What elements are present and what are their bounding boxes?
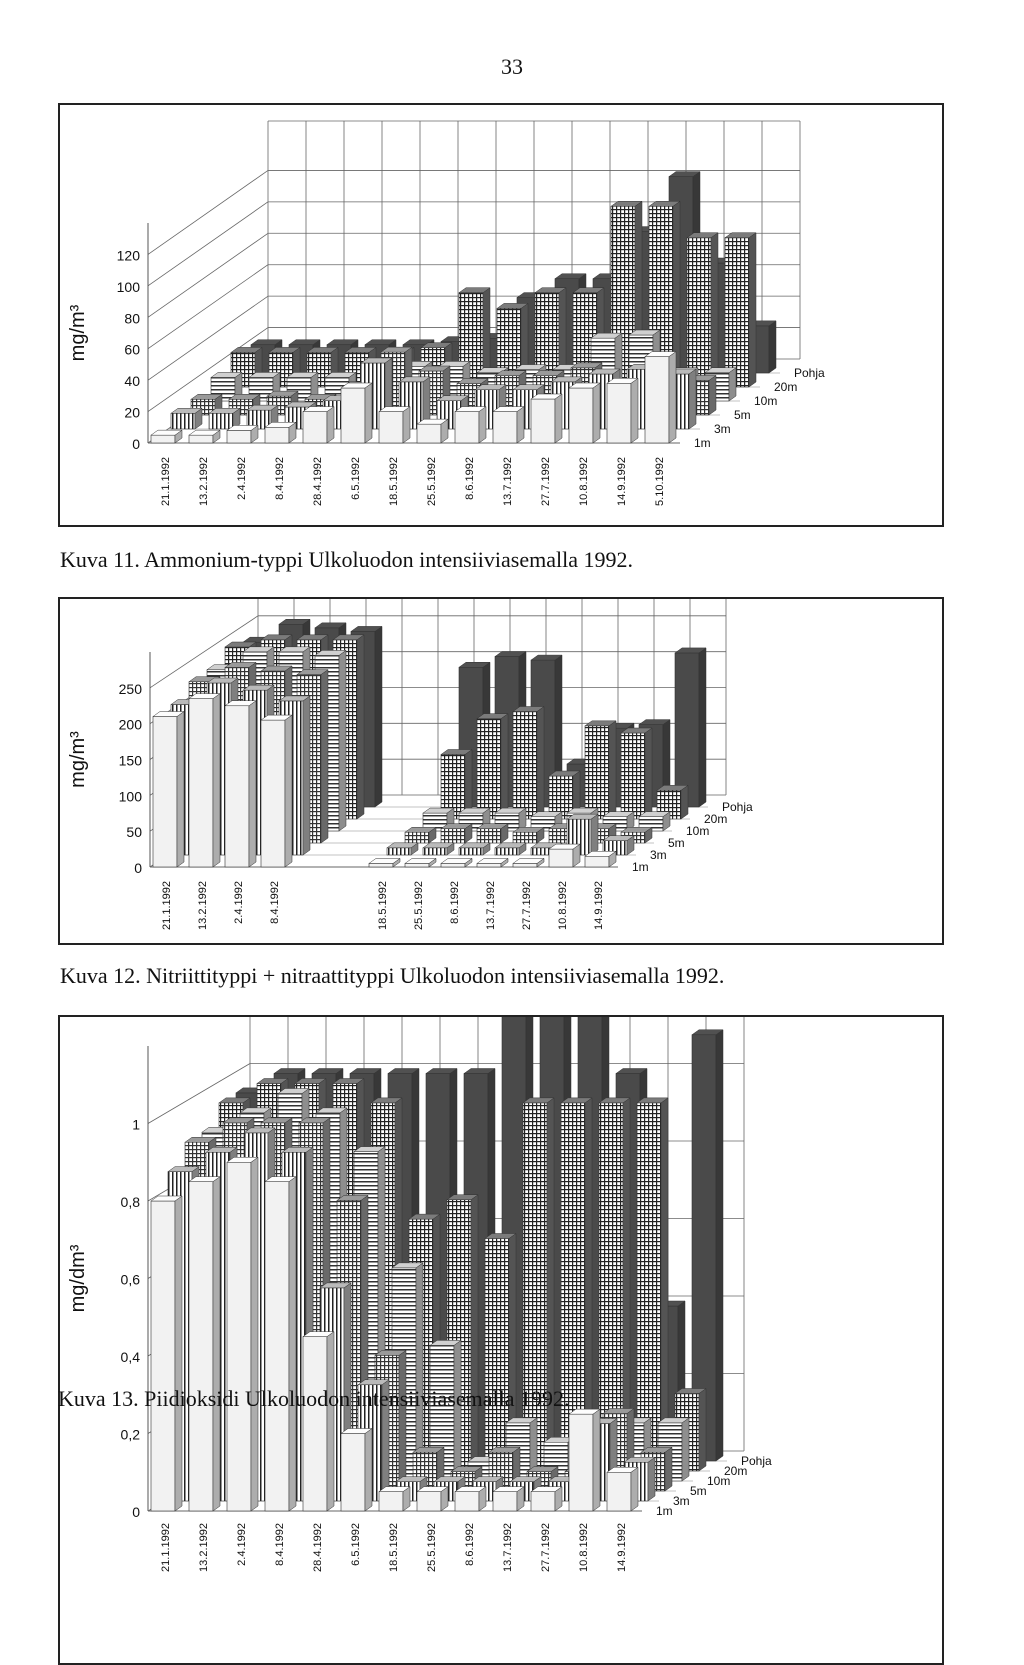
ammonium-chart xyxy=(60,105,942,525)
bars xyxy=(151,172,776,443)
x-tick-label: 6.5.1992 xyxy=(350,457,362,500)
bar-1m-5 xyxy=(341,1429,372,1512)
bar-front xyxy=(459,848,483,855)
depth-label-3m: 3m xyxy=(673,1494,690,1508)
y-tick-label: 100 xyxy=(118,788,142,805)
bar-1m-3 xyxy=(265,422,296,443)
bar-1m-1 xyxy=(189,1177,220,1511)
bar-1m-5 xyxy=(341,383,372,443)
bar-front xyxy=(493,412,517,443)
bar-side xyxy=(471,1195,478,1471)
x-tick-label: 13.7.1992 xyxy=(502,1523,514,1572)
bar-front xyxy=(209,413,233,429)
bar-5m-8 xyxy=(477,824,508,843)
bar-front xyxy=(485,1239,509,1472)
bar-side xyxy=(547,1098,554,1471)
bar-front xyxy=(523,1103,547,1471)
bar-1m-12 xyxy=(607,1467,638,1511)
bar-1m-7 xyxy=(417,1487,448,1511)
bar-Pohja-12 xyxy=(675,648,706,807)
bar-side xyxy=(648,1457,655,1501)
bar-front xyxy=(531,399,555,443)
bar-front xyxy=(303,412,327,443)
depth-label-Pohja: Pohja xyxy=(722,800,753,814)
bar-side xyxy=(709,375,716,415)
chart-frame-silica xyxy=(58,1015,944,1665)
bar-side xyxy=(661,1098,668,1471)
depth-label-10m: 10m xyxy=(707,1474,731,1488)
bar-side xyxy=(213,1177,220,1511)
page-number: 33 xyxy=(501,54,523,79)
x-tick-label: 10.8.1992 xyxy=(557,881,569,930)
bar-front xyxy=(441,829,465,843)
bar-20m-12 xyxy=(687,233,718,387)
bar-side xyxy=(749,233,756,387)
nitrate-chart xyxy=(60,599,942,943)
bar-1m-9 xyxy=(477,858,508,867)
depth-label-1m: 1m xyxy=(632,860,649,874)
x-tick-label: 14.9.1992 xyxy=(593,881,605,930)
bar-20m-11 xyxy=(637,1098,668,1471)
bar-1m-6 xyxy=(369,858,400,867)
bar-1m-10 xyxy=(531,394,562,443)
x-tick-label: 13.2.1992 xyxy=(197,881,209,930)
x-tick-label: 8.6.1992 xyxy=(449,881,461,924)
bar-front xyxy=(387,848,411,855)
x-tick-label: 13.2.1992 xyxy=(198,1523,210,1572)
bar-1m-11 xyxy=(569,1409,600,1511)
x-tick-label: 18.5.1992 xyxy=(388,1523,400,1572)
silica-chart xyxy=(60,1017,942,1663)
bar-front xyxy=(303,1337,327,1511)
bar-20m-11 xyxy=(621,728,652,819)
bar-front xyxy=(417,1492,441,1511)
bar-side xyxy=(645,728,652,819)
y-tick-label: 20 xyxy=(124,404,140,421)
bar-front xyxy=(569,1414,593,1511)
bar-side xyxy=(593,1409,600,1511)
x-tick-label: 13.7.1992 xyxy=(502,457,514,506)
depth-label-3m: 3m xyxy=(714,422,731,436)
x-tick-label: 21.1.1992 xyxy=(160,1523,172,1572)
x-tick-label: 6.5.1992 xyxy=(350,1523,362,1566)
bar-side xyxy=(682,1418,689,1481)
bar-front xyxy=(687,238,711,387)
x-tick-label: 25.5.1992 xyxy=(413,881,425,930)
bars xyxy=(151,1017,723,1511)
x-tick-label: 14.9.1992 xyxy=(616,1523,628,1572)
x-tick-label: 13.7.1992 xyxy=(485,881,497,930)
depth-label-5m: 5m xyxy=(690,1484,707,1498)
depth-label-Pohja: Pohja xyxy=(741,1454,772,1468)
bar-side xyxy=(593,383,600,443)
bar-1m-1 xyxy=(189,694,220,867)
bar-side xyxy=(517,407,524,443)
bar-front xyxy=(423,848,447,855)
bar-front xyxy=(189,699,213,867)
bar-side xyxy=(501,714,508,819)
bar-1m-4 xyxy=(303,407,334,443)
bar-1m-2 xyxy=(227,1157,258,1511)
bar-front xyxy=(585,726,609,819)
bar-3m-7 xyxy=(423,843,454,855)
y-tick-label: 200 xyxy=(118,716,142,733)
x-tick-label: 28.4.1992 xyxy=(312,457,324,506)
bar-front xyxy=(621,733,645,819)
bar-1m-7 xyxy=(417,419,448,443)
bar-3m-9 xyxy=(495,843,526,855)
y-tick-label: 40 xyxy=(124,373,140,390)
bar-front xyxy=(265,1182,289,1511)
depth-label-5m: 5m xyxy=(668,836,685,850)
x-tick-label: 21.1.1992 xyxy=(161,881,173,930)
bar-front xyxy=(369,863,393,867)
x-tick-label: 8.6.1992 xyxy=(464,1523,476,1566)
y-axis-label: mg/m³ xyxy=(67,304,89,362)
bar-3m-0 xyxy=(171,408,202,429)
bar-side xyxy=(357,635,364,819)
y-tick-label: 0,2 xyxy=(120,1426,140,1443)
bar-1m-7 xyxy=(405,858,436,867)
x-tick-label: 8.4.1992 xyxy=(274,1523,286,1566)
y-tick-label: 0,8 xyxy=(120,1194,140,1210)
y-tick-label: 60 xyxy=(124,341,140,358)
bar-front xyxy=(645,357,669,443)
bar-side xyxy=(213,694,220,867)
bar-1m-12 xyxy=(585,851,616,867)
bar-1m-2 xyxy=(227,425,258,443)
bar-side xyxy=(339,650,346,831)
depth-label-Pohja: Pohja xyxy=(794,366,825,380)
bar-side xyxy=(177,712,184,868)
bar-1m-9 xyxy=(493,407,524,443)
bar-1m-1 xyxy=(189,430,220,443)
bar-front xyxy=(477,719,501,819)
bar-1m-3 xyxy=(261,715,292,867)
bar-front xyxy=(405,863,429,867)
y-tick-label: 250 xyxy=(118,680,142,697)
caption-ammonium: Kuva 11. Ammonium-typpi Ulkoluodon intensiiviasemalla 1992. xyxy=(60,547,633,572)
bar-side xyxy=(285,715,292,867)
y-tick-label: 100 xyxy=(116,278,140,295)
depth-label-5m: 5m xyxy=(734,408,751,422)
y-tick-label: 0 xyxy=(132,436,140,452)
bar-side xyxy=(631,378,638,443)
bar-1m-4 xyxy=(303,1332,334,1511)
bar-20m-7 xyxy=(477,714,508,819)
x-tick-label: 2.4.1992 xyxy=(236,1523,248,1566)
bar-5m-6 xyxy=(405,827,436,843)
bar-1m-8 xyxy=(441,858,472,867)
x-tick-label: 25.5.1992 xyxy=(426,457,438,506)
y-tick-label: 1 xyxy=(132,1116,140,1133)
bar-front xyxy=(607,383,631,443)
bar-side xyxy=(289,1177,296,1511)
bars xyxy=(153,619,706,867)
bar-front xyxy=(495,848,519,855)
y-tick-label: 0,6 xyxy=(120,1271,140,1288)
x-tick-label: 10.8.1992 xyxy=(578,457,590,506)
bar-front xyxy=(379,1492,403,1511)
caption-nitrate: Kuva 12. Nitriittityppi + nitraattityppi Ulkoluodon intensiiviasemalla 1992. xyxy=(60,963,725,988)
chart-frame-nitrate xyxy=(58,597,944,945)
bar-front xyxy=(531,1492,555,1511)
bar-side xyxy=(609,721,616,819)
bar-1m-0 xyxy=(151,430,182,443)
bar-side xyxy=(327,407,334,443)
y-tick-label: 0 xyxy=(132,1504,140,1520)
bar-1m-9 xyxy=(493,1487,524,1511)
bar-1m-8 xyxy=(455,1487,486,1511)
bar-side xyxy=(699,648,706,807)
bar-front xyxy=(455,1492,479,1511)
depth-label-3m: 3m xyxy=(650,848,667,862)
bar-side xyxy=(631,1467,638,1511)
bar-side xyxy=(711,233,718,387)
bar-20m-10 xyxy=(585,721,616,819)
grid-line-side xyxy=(148,265,268,349)
bar-side xyxy=(403,407,410,443)
bar-side xyxy=(321,670,328,843)
bar-front xyxy=(227,430,251,443)
bar-front xyxy=(151,1201,175,1511)
bar-front xyxy=(189,1182,213,1511)
y-tick-label: 120 xyxy=(116,247,140,264)
bar-side xyxy=(537,707,544,820)
bar-1m-10 xyxy=(513,858,544,867)
x-tick-label: 5.10.1992 xyxy=(654,457,666,506)
bar-front xyxy=(341,1434,365,1512)
x-tick-label: 21.1.1992 xyxy=(160,457,172,506)
x-tick-label: 2.4.1992 xyxy=(233,881,245,924)
bar-3m-8 xyxy=(459,843,490,855)
bar-front xyxy=(675,653,699,807)
x-tick-label: 28.4.1992 xyxy=(312,1523,324,1572)
bar-1m-11 xyxy=(549,844,580,867)
depth-label-10m: 10m xyxy=(686,824,710,838)
x-tick-label: 10.8.1992 xyxy=(578,1523,590,1572)
bar-side xyxy=(555,394,562,443)
bar-1m-3 xyxy=(265,1177,296,1511)
depth-label-20m: 20m xyxy=(774,380,798,394)
bar-side xyxy=(365,1429,372,1512)
x-tick-label: 14.9.1992 xyxy=(616,457,628,506)
bar-1m-0 xyxy=(151,1196,182,1511)
bar-1m-11 xyxy=(569,383,600,443)
bar-1m-0 xyxy=(153,712,184,868)
bar-front xyxy=(417,424,441,443)
x-tick-label: 2.4.1992 xyxy=(236,457,248,500)
bar-front xyxy=(637,1103,661,1471)
bar-front xyxy=(341,388,365,443)
y-axis-label: mg/dm³ xyxy=(67,1244,89,1313)
x-tick-label: 8.4.1992 xyxy=(269,881,281,924)
depth-label-1m: 1m xyxy=(656,1504,673,1518)
y-tick-label: 80 xyxy=(124,310,140,327)
grid-line-side xyxy=(148,202,268,286)
bar-front xyxy=(493,1492,517,1511)
bar-front xyxy=(607,1472,631,1511)
bar-20m-8 xyxy=(513,707,544,820)
depth-label-20m: 20m xyxy=(704,812,728,826)
depth-label-20m: 20m xyxy=(724,1464,748,1478)
bar-side xyxy=(669,352,676,443)
depth-label-10m: 10m xyxy=(754,394,778,408)
bar-1m-12 xyxy=(607,378,638,443)
bar-front xyxy=(225,706,249,867)
x-tick-label: 8.4.1992 xyxy=(274,457,286,500)
bar-front xyxy=(549,849,573,867)
bar-side xyxy=(689,369,696,429)
bar-side xyxy=(699,1389,706,1472)
bar-side xyxy=(479,407,486,443)
x-tick-label: 8.6.1992 xyxy=(464,457,476,500)
bar-side xyxy=(591,814,598,855)
bar-1m-2 xyxy=(225,701,256,867)
bar-front xyxy=(455,412,479,443)
bar-front xyxy=(513,712,537,820)
bar-front xyxy=(379,412,403,443)
grid-line-side xyxy=(148,233,268,317)
bar-side xyxy=(665,1447,672,1491)
caption-silica: Kuva 13. Piidioksidi Ulkoluodon intensiiviasemalla 1992. xyxy=(58,1386,570,1411)
bar-front xyxy=(151,435,175,443)
bar-front xyxy=(265,427,289,443)
bar-side xyxy=(365,383,372,443)
bar-front xyxy=(153,717,177,868)
bar-side xyxy=(375,626,382,807)
x-tick-label: 18.5.1992 xyxy=(377,881,389,930)
chart-frame-ammonium xyxy=(58,103,944,527)
bar-side xyxy=(327,1332,334,1511)
bar-side xyxy=(769,321,776,373)
bar-1m-10 xyxy=(531,1487,562,1511)
y-tick-label: 50 xyxy=(126,824,142,841)
bar-side xyxy=(249,701,256,867)
bar-front xyxy=(171,413,195,429)
depth-label-1m: 1m xyxy=(694,436,711,450)
bar-20m-13 xyxy=(725,233,756,387)
bar-side xyxy=(251,1157,258,1511)
x-tick-label: 27.7.1992 xyxy=(521,881,533,930)
bar-front xyxy=(477,829,501,843)
x-tick-label: 13.2.1992 xyxy=(198,457,210,506)
x-tick-label: 18.5.1992 xyxy=(388,457,400,506)
y-tick-label: 0 xyxy=(134,860,142,876)
bar-5m-7 xyxy=(441,824,472,843)
bar-1m-8 xyxy=(455,407,486,443)
x-tick-label: 25.5.1992 xyxy=(426,1523,438,1572)
bar-front xyxy=(477,863,501,867)
bar-side xyxy=(716,1030,723,1461)
bar-front xyxy=(513,863,537,867)
x-tick-label: 27.7.1992 xyxy=(540,457,552,506)
bar-front xyxy=(405,832,429,843)
x-tick-label: 27.7.1992 xyxy=(540,1523,552,1572)
bar-front xyxy=(585,856,609,867)
bar-side xyxy=(681,785,688,819)
bar-side xyxy=(175,1196,182,1511)
bar-front xyxy=(569,388,593,443)
bar-side xyxy=(399,1350,406,1491)
bar-20m-8 xyxy=(523,1098,554,1471)
bar-front xyxy=(227,1162,251,1511)
bar-1m-6 xyxy=(379,407,410,443)
bar-front xyxy=(513,832,537,843)
y-tick-label: 0,4 xyxy=(120,1349,140,1365)
y-tick-label: 150 xyxy=(118,752,142,769)
bar-side xyxy=(303,696,310,855)
bar-front xyxy=(189,435,213,443)
bar-3m-6 xyxy=(387,843,418,855)
bar-front xyxy=(725,238,749,387)
grid-line-side xyxy=(148,170,268,254)
bar-side xyxy=(729,368,736,401)
bar-1m-6 xyxy=(379,1487,410,1511)
bar-front xyxy=(441,863,465,867)
bar-1m-13 xyxy=(645,352,676,443)
y-axis-label: mg/m³ xyxy=(67,731,89,788)
bar-5m-9 xyxy=(513,827,544,843)
bar-front xyxy=(261,720,285,867)
